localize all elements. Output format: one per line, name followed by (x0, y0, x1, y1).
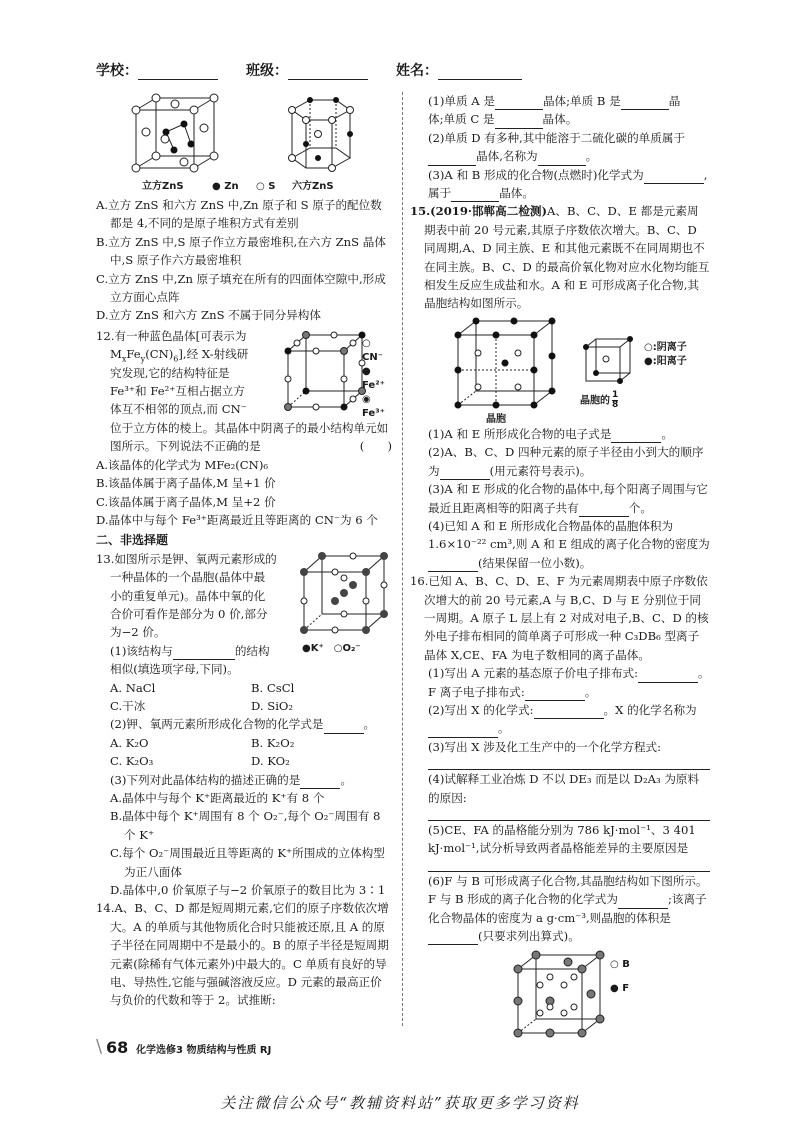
q14-sub1: (1)单质 A 是 晶体;单质 B 是 晶 (410, 92, 710, 110)
caf2-cell-diagram (410, 313, 710, 425)
q14-sub2: (2)单质 D 有多种,其中能溶于二硫化碳的单质属于晶体,名称为 。 (410, 129, 710, 166)
q16-blank-3[interactable] (534, 705, 604, 719)
zns-figure (96, 92, 392, 194)
q14-sub1-cont: 体;单质 C 是 晶体。 (410, 110, 710, 128)
q16-sub6: (6)F 与 B 可形成离子化合物,其晶胞结构如下图所示。F 与 B 形成的离子化合物的化学式为 ;该离子化合物晶体的密度为 a g·cm⁻³,则晶胞的体积是(只要求列出算式)。 (410, 872, 710, 946)
cation-legend: ●:阳离子 (644, 355, 687, 367)
q13-o1-a[interactable]: A. NaCl (110, 680, 156, 695)
q16-legend (610, 953, 630, 1001)
q13-stem-line4: 合价可看作是部分为 0 价,部分 (110, 606, 268, 621)
class-field: 班级： (246, 60, 368, 80)
q13-sub1: (1)该结构与 的结构 (96, 642, 392, 660)
q13-options-2b (96, 752, 392, 770)
q16-blank-6[interactable] (428, 807, 710, 821)
q12-stem-line3: 究发现,它的结构特征是 (110, 365, 230, 380)
right-column (410, 92, 710, 1041)
q16-sub2: (2)写出 X 的化学式: 。X 的化学名称为。 (410, 701, 710, 738)
q16-blank-9[interactable] (428, 931, 478, 945)
q15-blank-4[interactable] (428, 558, 478, 572)
q12-option-c[interactable]: C.该晶体属于离子晶体,M 呈+2 价 (96, 494, 276, 509)
q15-sub2: (2)A、B、C、D 四种元素的原子半径由小到大的顺序为 (用元素符号表示)。 (410, 443, 710, 480)
q13-blank-2[interactable] (324, 720, 364, 734)
bottom-note: 关注微信公众号“教辅资料站”获取更多学习资料 (220, 1094, 580, 1112)
school-field: 学校： (96, 60, 218, 80)
q12-stem-line6: 位于立方体的棱上。其晶体中阴离子的最小结构单元如图所示。下列说法不正确的是 ( ) (96, 419, 392, 456)
q13-options-2a (96, 734, 392, 752)
eighth-cell-caption: 晶胞的 $\frac{1}{8}$ (580, 389, 619, 410)
book-title: 化学选修3 物质结构与性质 RJ (136, 1045, 272, 1056)
q11-option-a[interactable]: A.立方 ZnS 和六方 ZnS 中,Zn 原子和 S 原子的配位数都是 4,不同的是原子堆积方式有差别 (96, 198, 382, 231)
q15-legend (644, 341, 687, 369)
q13-o1-c[interactable]: C.干冰 (110, 698, 146, 713)
q16-blank-2[interactable] (525, 687, 585, 701)
q13-o2-b[interactable]: B. K₂O₂ (251, 735, 295, 750)
q16-figure (410, 945, 710, 1041)
q11-option-d[interactable]: D.立方 ZnS 和六方 ZnS 不属于同分异构体 (96, 308, 321, 323)
fluorite-cell-diagram (510, 949, 610, 1041)
q11-option-c[interactable]: C.立方 ZnS 中,Zn 原子填充在所有的四面体空隙中,形成立方面心点阵 (96, 271, 386, 305)
q13-stem-line1: 13.如图所示是钾、氧两元素形成的 (96, 551, 277, 566)
q15-sub4: (4)已知 A 和 E 所形成化合物晶体的晶胞体积为 1.6×10⁻²² cm³,则 A 和 E 组成的离子化合物的密度为(结果保留一位小数)。 (410, 517, 710, 572)
f-legend: ● F (610, 983, 630, 995)
q16-blank-1[interactable] (638, 669, 698, 683)
question-14-stem: 14.A、B、C、D 都是短周期元素,它们的原子序数依次增大。A 的单质与其他物质化合时只能被还原,且 A 的原子半径在同周期中不是最小的。B 的原子半径是短周期元素(除稀有气体元素外)中最大的。C 单质有良好的导电、导热性,它能与强碱溶液反应。D 元素的最高正价与负价的代数和等于 2。试推断: (96, 901, 389, 1008)
q14-sub3: (3)A 和 B 形成的化合物(点燃时)化学式为 ,属于 晶体。 (410, 166, 710, 203)
q12-option-a[interactable]: A.该晶体的化学式为 MFe₂(CN)₆ (96, 457, 268, 472)
q15-blank-1[interactable] (611, 429, 661, 443)
q13-blank-3[interactable] (300, 775, 340, 789)
q12-option-b[interactable]: B.该晶体属于离子晶体,M 呈+1 价 (96, 476, 276, 491)
q13-options-1a (96, 679, 392, 697)
ko2-cell-diagram (296, 550, 392, 640)
page-footer (96, 1036, 716, 1060)
q13-o2-a[interactable]: A. K₂O (110, 735, 149, 750)
question-12 (96, 327, 392, 529)
b-legend: ○ B (610, 959, 630, 971)
q14-blank-f[interactable] (644, 170, 704, 184)
q13-s3-option-d[interactable]: D.晶体中,0 价氧原子与−2 价氧原子的数目比为 3∶1 (110, 883, 386, 898)
left-column (96, 92, 392, 1010)
q12-option-d[interactable]: D.晶体中与每个 Fe³⁺距离最近且等距离的 CN⁻为 6 个 (96, 512, 378, 527)
q16-sub5: (5)CE、FA 的晶格能分别为 786 kJ·mol⁻¹、3 401 kJ·mol⁻¹,试分析导致两者晶格能差异的主要原因是 (428, 823, 696, 856)
q13-o2-c[interactable]: C. K₂O₃ (110, 754, 154, 769)
q14-blank-d[interactable] (428, 152, 476, 166)
q12-stem-line5: 体互不相邻的顶点,而 CN⁻ (110, 402, 247, 417)
zns-structures-diagram (96, 92, 392, 194)
section-heading: 二、非选择题 (96, 533, 169, 548)
q13-s3-option-a[interactable]: A.晶体中与每个 K⁺距离最近的 K⁺有 8 个 (110, 791, 325, 805)
q13-stem-line5: 为−2 价。 (110, 625, 166, 640)
q16-blank-5[interactable] (428, 756, 710, 770)
q13-options-1b (96, 697, 392, 715)
q16-blank-8[interactable] (618, 895, 668, 909)
q15-sub3: (3)A 和 E 形成的化合物的晶体中,每个阳离子周围与它最近且距离相等的阳离子共有 个。 (410, 480, 710, 517)
q15-blank-2[interactable] (440, 466, 490, 480)
school-blank[interactable] (138, 65, 218, 80)
q16-blank-7[interactable] (428, 858, 710, 872)
q16-sub1: (1)写出 A 元素的基态原子价电子排布式: 。F 离子电子排布式: 。 (410, 664, 710, 701)
s-legend: ○ S (256, 181, 276, 192)
q13-sub3: (3)下列对此晶体结构的描述正确的是 。 (96, 771, 392, 789)
q12-stem-line2: $M_xFe_y(CN)_6$],经 X-射线研 (110, 347, 249, 364)
cubic-zns-caption: 立方ZnS (142, 181, 184, 192)
q13-stem-line3: 小的重复单元)。晶体中氧的化 (110, 588, 266, 603)
q13-sub2: (2)钾、氧两元素所形成化合物的化学式是 。 (96, 715, 392, 733)
q13-o1-b[interactable]: B. CsCl (251, 680, 295, 695)
q16-sub4: (4)试解释工业冶炼 D 不以 DE₃ 而是以 D₂A₃ 为原料的原因: (428, 772, 700, 805)
q13-o2-d[interactable]: D. KO₂ (251, 754, 290, 769)
q14-blank-c[interactable] (495, 115, 543, 129)
q15-figure (410, 313, 710, 425)
name-field: 姓名： (396, 60, 522, 80)
q16-sub3: (3)写出 X 涉及化工生产中的一个化学方程式: (428, 739, 662, 754)
q13-s3-option-b[interactable]: B.晶体中每个 K⁺周围有 8 个 O₂⁻,每个 O₂⁻周围有 8 个 K⁺ (110, 809, 381, 842)
cell-caption: 晶胞 (486, 413, 506, 425)
page-number: 68 (106, 1038, 129, 1057)
q11-option-b[interactable]: B.立方 ZnS 中,S 原子作立方最密堆积,在六方 ZnS 晶体中,S 原子作六方最密堆积 (96, 234, 386, 268)
q12-answer-paren[interactable]: ( ) (359, 439, 392, 454)
q15-blank-3[interactable] (579, 503, 629, 517)
q13-s3-option-c[interactable]: C.每个 O₂⁻周围最近且等距离的 K⁺所围成的立体构型为正八面体 (110, 846, 385, 879)
question-16-stem: 16.已知 A、B、C、D、E、F 为元素周期表中原子序数依次增大的前 20 号元素,A 与 B,C、D 与 E 分别位于同一周期。A 原子 L 层上有 2 对成对电子,B、C、D 的核外电子排布相同的简单离子可形成一种 C₃DB₆ 型离子晶体 X,CE、FA 为电子数相同的离子晶体。 (410, 574, 709, 662)
q15-sub1: (1)A 和 E 所形成化合物的电子式是 。 (410, 425, 710, 443)
q14-blank-a[interactable] (495, 96, 543, 110)
cn-legend: ○ CN⁻ (362, 337, 383, 363)
name-blank[interactable] (438, 65, 522, 80)
hex-zns-caption: 六方ZnS (292, 181, 334, 192)
q12-legend (362, 337, 392, 421)
student-info-header (96, 60, 716, 82)
fe3-legend: ◉ Fe³⁺ (362, 393, 385, 419)
zn-legend: ● Zn (212, 181, 239, 192)
q14-blank-e[interactable] (538, 152, 586, 166)
q13-legend: ●K⁺ ○O₂⁻ (302, 642, 361, 654)
question-15-stem: 15.(2019·邯郸高二检测)A、B、C、D、E 都是元素周期表中前 20 号元素,其原子序数依次增大。B、C、D 同周期,A、D 同主族、E 和其他元素既不在同周期也不在同主族。B、C、D 的最高价氧化物对应水化物均能互相发生反应生成盐和水。A 和 E 可形成离子化合物,其晶胞结构如图所示。 (410, 204, 710, 311)
q13-blank-1[interactable] (173, 646, 235, 660)
q12-stem-line1: 12.有一种蓝色晶体[可表示为 (96, 328, 247, 343)
class-blank[interactable] (288, 65, 368, 80)
anion-legend: ○:阴离子 (644, 341, 687, 353)
q14-blank-g[interactable] (451, 188, 499, 202)
fe2-legend: ● Fe²⁺ (362, 365, 385, 391)
q13-sub1-cont: 相似(填选项字母,下同)。 (110, 662, 239, 677)
q13-o1-d[interactable]: D. SiO₂ (251, 698, 294, 713)
question-13 (96, 550, 392, 900)
q12-stem-line4: Fe³⁺和 Fe²⁺互相占据立方 (110, 384, 245, 399)
q13-stem-line2: 一种晶体的一个晶胞(晶体中最 (110, 570, 266, 585)
q14-blank-b[interactable] (621, 96, 669, 110)
q16-blank-4[interactable] (428, 724, 498, 738)
footer-slash: \ (96, 1036, 103, 1057)
column-divider (402, 92, 403, 1026)
